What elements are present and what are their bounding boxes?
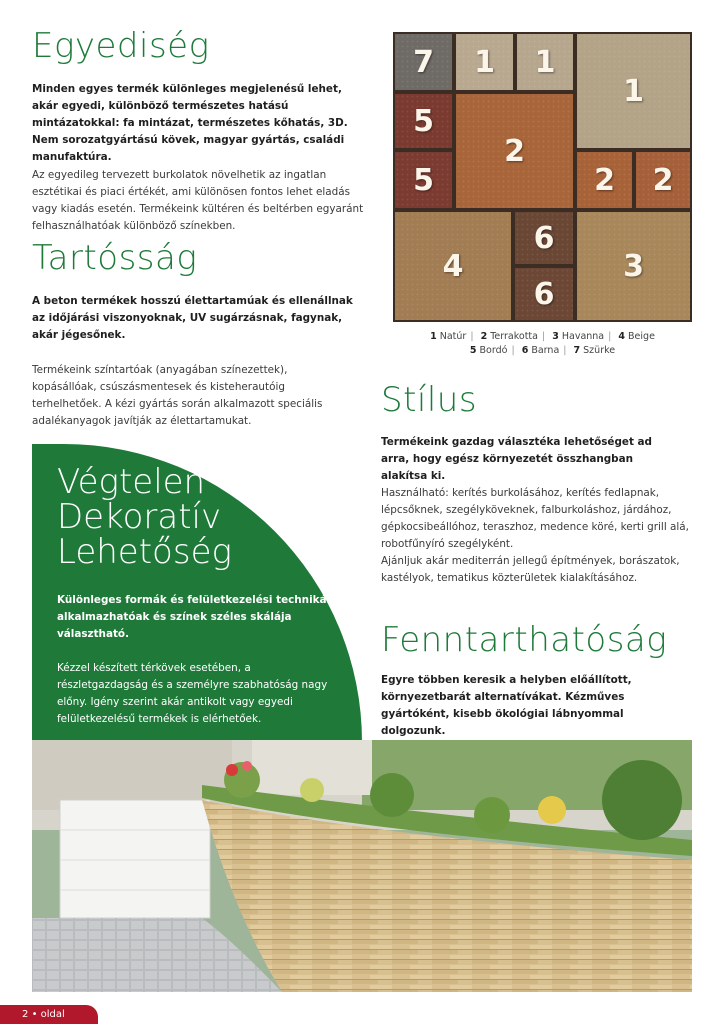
legend-name: Natúr [439, 331, 467, 342]
legend-name: Beige [628, 331, 655, 342]
legend-num: 6 [521, 345, 529, 356]
legend-name: Terrakotta [490, 331, 538, 342]
stilus-body-2: Ajánljuk akár mediterrán jellegű építmények, borászatok, kastélyok, tematikus közterületek kialakításához. [381, 555, 680, 584]
page-label: oldal [40, 1009, 65, 1020]
garden-wall-photo [32, 740, 692, 992]
stilus-lead: Termékeink gazdag választéka lehetőséget ad arra, hogy egész környezetét összhangban alakítsa ki. [381, 436, 652, 482]
legend-num: 3 [552, 331, 559, 342]
legend-num: 7 [573, 345, 581, 356]
garden-wall-illustration [32, 740, 692, 992]
legend-name: Barna [531, 345, 560, 356]
fenntarthatosag-lead: Egyre többen keresik a helyben előállított, környezetbarát alternatívákat. Kézműves gyártóként, kisebb ökológiai lábnyommal dolgozunk. [381, 674, 632, 737]
tile-natur-large: 1 [575, 32, 692, 150]
vegtelen-title-line: Dekoratív [57, 497, 222, 537]
color-legend-row-1: 1 Natúr | 2 Terrakotta | 3 Havanna | 4 Beige [430, 331, 655, 342]
legend-num: 5 [469, 345, 477, 356]
vegtelen-lead: Különleges formák és felületkezelési technikák alkalmazhatóak és színek széles skálája választható. [57, 594, 334, 640]
tile-beige-large: 4 [393, 210, 513, 322]
legend-num: 4 [618, 331, 625, 342]
footer-bullet: • [31, 1009, 38, 1020]
tartossag-body: Termékeink színtartóak (anyagában színezettek), kopásállóak, csúszásmentesek és kisteherautóig terhelhetőek. A kézi gyártás során alkalmazott speciális adalékanyagok javítják az élettartamukat. [32, 364, 323, 427]
egyediseg-body: Az egyedileg tervezett burkolatok növelhetik az ingatlan esztétikai és piaci értékét, ami különösen fontos lehet eladás vagy kiadás esetén. Termékeink kültéren és beltérben egyaránt felhasználhatóak különböző színekben. [32, 169, 364, 232]
page-footer [0, 1005, 98, 1024]
tartossag-lead: A beton termékek hosszú élettartamúak és ellenállnak az időjárási viszonyoknak, UV sugárzásnak, fagynak, akár jégesőnek. [32, 295, 353, 341]
legend-name: Bordó [479, 345, 508, 356]
tile-terrakotta-large: 2 [454, 92, 575, 210]
color-legend-row-2: 5 Bordó | 6 Barna | 7 Szürke [469, 345, 616, 356]
egyediseg-title: Egyediség [32, 26, 210, 66]
legend-name: Szürke [583, 345, 616, 356]
tile-bordo: 5 [393, 150, 454, 210]
tile-color-sample-image [393, 32, 692, 322]
tile-natur: 1 [454, 32, 515, 92]
vegtelen-title-line: Végtelen [57, 462, 206, 502]
legend-num: 1 [430, 331, 437, 342]
tile-barna: 6 [513, 266, 575, 322]
tile-szurke: 7 [393, 32, 454, 92]
tile-barna: 6 [513, 210, 575, 266]
tile-havanna-large: 3 [575, 210, 692, 322]
legend-num: 2 [480, 331, 488, 342]
tile-natur: 1 [515, 32, 575, 92]
fenntarthatosag-title: Fenntarthatóság [381, 620, 668, 660]
stilus-title: Stílus [381, 380, 478, 420]
legend-name: Havanna [561, 331, 605, 342]
tile-terrakotta: 2 [575, 150, 634, 210]
egyediseg-lead: Minden egyes termék különleges megjelenésű lehet, akár egyedi, különböző természetes hatású mintázatokkal: fa mintázat, természetes kőhatás, 3D. Nem sorozatgyártású kövek, magyar gyártás, családi manufaktúra. [32, 83, 348, 163]
vegtelen-title [57, 462, 232, 572]
tartossag-title: Tartósság [32, 238, 198, 278]
page-number: 2 [22, 1009, 29, 1020]
stilus-body: Használható: kerítés burkolásához, kerítés fedlapnak, lépcsőknek, szegélyköveknek, falburkoláshoz, járdához, gépkocsibeállóhoz, teraszhoz, medence köré, kerti grill alá, robotfűnyíró szegélyként. [381, 487, 689, 550]
tile-bordo: 5 [393, 92, 454, 150]
tile-terrakotta: 2 [634, 150, 692, 210]
vegtelen-body: Kézzel készített térkövek esetében, a részletgazdagság és a személyre szabhatóság nagy előny. Igény szerint akár antikolt vagy egyedi felületkezelésű termékek is elérhetőek. [57, 662, 328, 725]
vegtelen-title-line: Lehetőség [57, 532, 232, 572]
